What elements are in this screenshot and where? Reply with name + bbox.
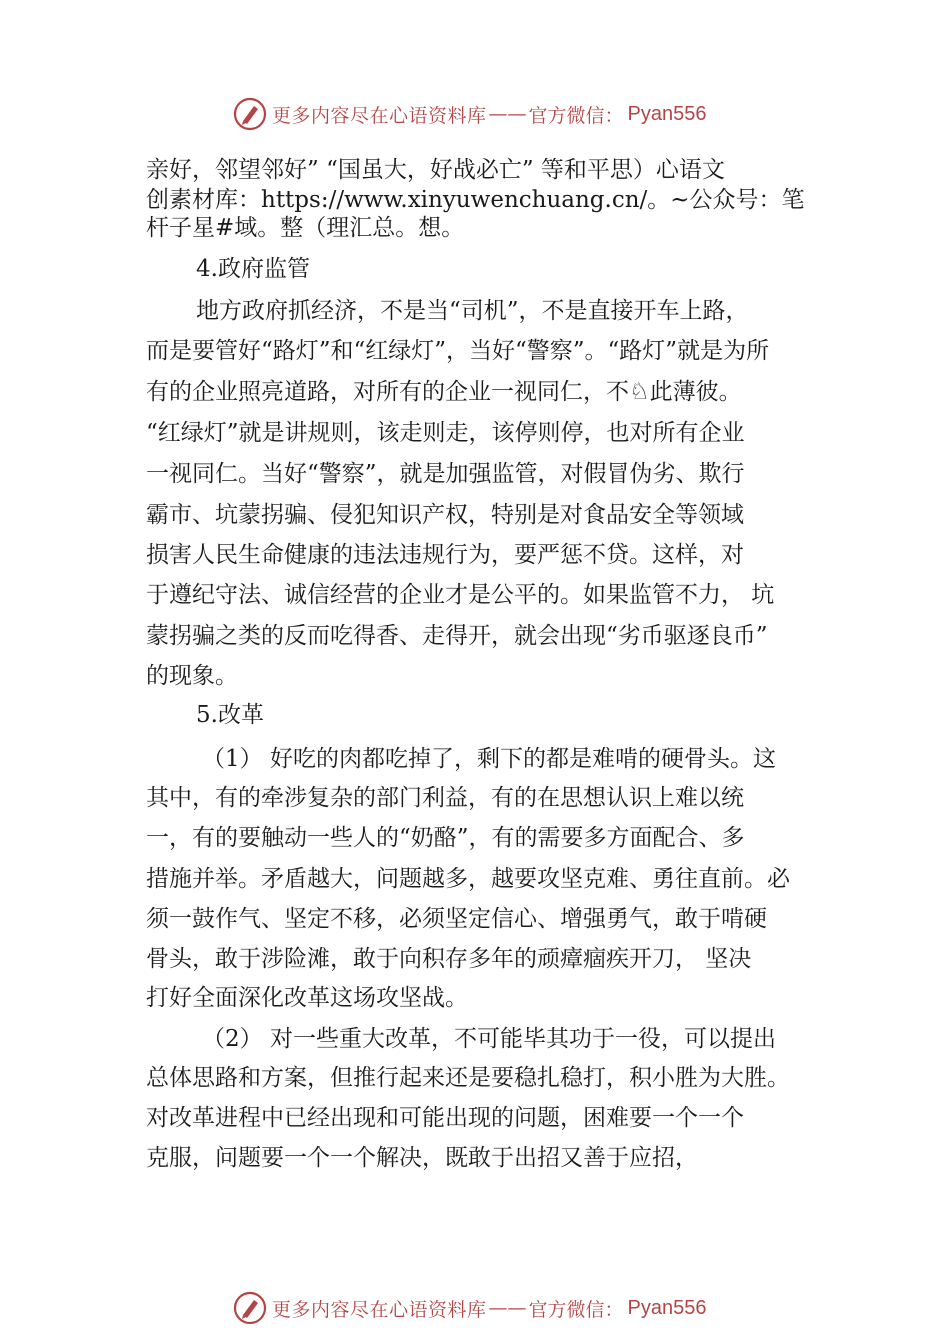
text-line: 地方政府抓经济，不是当“司机”，不是直接开车上路， — [196, 298, 749, 324]
text-line: 一，有的要触动一些人的“奶酪”，有的需要多方面配合、多 — [146, 825, 745, 851]
text-line: 蒙拐骗之类的反而吃得香、走得开，就会出现“劣币驱逐良币” — [146, 623, 768, 649]
text-line: 措施并举。矛盾越大，问题越多，越要攻坚克难、勇往直前。必 — [146, 866, 790, 892]
text-line: 打好全面深化改革这场攻坚战。 — [146, 985, 468, 1011]
text-line: 杆子星#域。整（理汇总。想。 — [146, 215, 465, 241]
text-line: 而是要管好“路灯”和“红绿灯”，当好“警察”。“路灯”就是为所 — [146, 338, 770, 364]
text-line: 损害人民生命健康的违法违规行为，要严惩不贷。这样，对 — [146, 542, 744, 568]
section-heading: 4.政府监管 — [196, 256, 310, 282]
pen-logo-icon — [232, 96, 268, 132]
header-wechat-id: Pyan556 — [627, 102, 707, 125]
text-line: 有的企业照亮道路，对所有的企业一视同仁，不♘此薄彼。 — [146, 379, 742, 405]
text-line: 克服，问题要一个一个解决，既敢于出招又善于应招， — [146, 1145, 698, 1171]
text-line: 一视同仁。当好“警察”，就是加强监管，对假冒伪劣、欺行 — [146, 461, 745, 487]
header-separator: —— — [488, 103, 527, 125]
text-line: 的现象。 — [146, 663, 238, 689]
text-line: 总体思路和方案，但推行起来还是要稳扎稳打，积小胜为大胜。 — [146, 1065, 790, 1091]
text-line: 亲好，邻望邻好” “国虽大，好战必亡” 等和平思）心语文 — [146, 157, 725, 183]
header-wechat-label: 官方微信： — [528, 104, 624, 127]
section-heading: 5.改革 — [196, 702, 264, 728]
text-line: （1） 好吃的肉都吃掉了，剩下的都是难啃的硬骨头。这 — [202, 746, 776, 772]
text-line: “红绿灯”就是讲规则，该走则走，该停则停，也对所有企业 — [146, 420, 745, 446]
header-banner — [232, 96, 707, 132]
text-line: 于遵纪守法、诚信经营的企业才是公平的。如果监管不力， 坑 — [146, 582, 775, 608]
text-line: 骨头，敢于涉险滩，敢于向积存多年的顽瘴痼疾开刀， 坚决 — [146, 946, 752, 972]
text-line: 对改革进程中已经出现和可能出现的问题，困难要一个一个 — [146, 1105, 744, 1131]
footer-banner — [232, 1290, 707, 1326]
text-line: 创素材库：https://www.xinyuwenchuang.cn/。~公众号：笔 — [146, 187, 805, 213]
text-line: 霸市、坑蒙拐骗、侵犯知识产权，特别是对食品安全等领域 — [146, 502, 744, 528]
footer-banner-text: 更多内容尽在心语资料库 — [272, 1298, 487, 1321]
text-line: （2） 对一些重大改革，不可能毕其功于一役，可以提出 — [202, 1026, 776, 1052]
footer-separator: —— — [488, 1297, 527, 1319]
footer-wechat-id: Pyan556 — [627, 1296, 707, 1319]
pen-logo-icon — [232, 1290, 268, 1326]
text-line: 其中，有的牵涉复杂的部门利益，有的在思想认识上难以统 — [146, 785, 744, 811]
header-banner-text: 更多内容尽在心语资料库 — [272, 104, 487, 127]
text-line: 须一鼓作气、坚定不移，必须坚定信心、增强勇气，敢于啃硬 — [146, 906, 767, 932]
footer-wechat-label: 官方微信： — [528, 1298, 624, 1321]
